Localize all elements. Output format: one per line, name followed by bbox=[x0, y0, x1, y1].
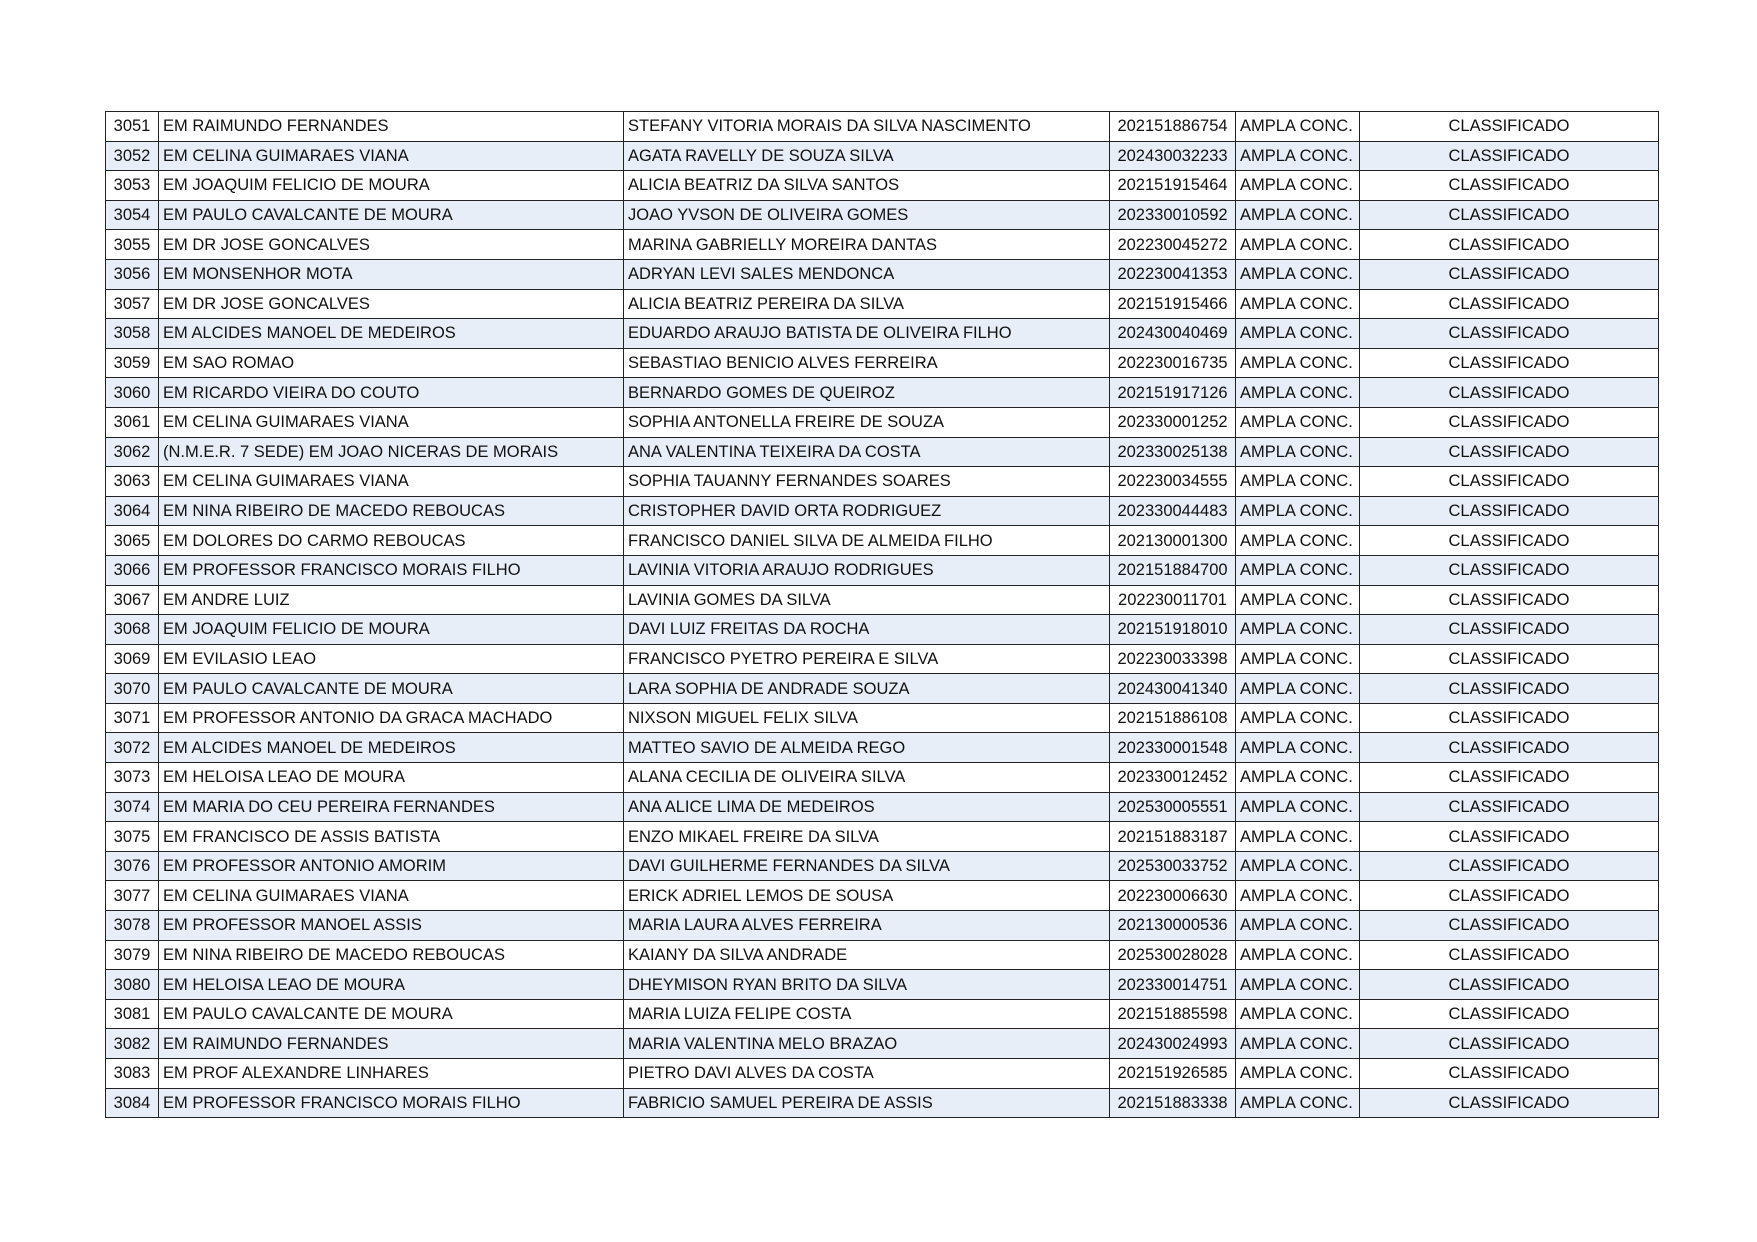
row-number-cell: 3074 bbox=[106, 792, 159, 822]
school-cell: EM CELINA GUIMARAES VIANA bbox=[159, 467, 624, 497]
table-row bbox=[106, 792, 1659, 822]
student-name-cell: MARINA GABRIELLY MOREIRA DANTAS bbox=[624, 230, 1110, 260]
table-row bbox=[106, 733, 1659, 763]
school-cell: EM ALCIDES MANOEL DE MEDEIROS bbox=[159, 319, 624, 349]
registration-id-cell: 202230016735 bbox=[1110, 348, 1236, 378]
registration-id-cell: 202430040469 bbox=[1110, 319, 1236, 349]
status-cell: CLASSIFICADO bbox=[1360, 881, 1659, 911]
student-name-cell: LAVINIA VITORIA ARAUJO RODRIGUES bbox=[624, 555, 1110, 585]
table-row bbox=[106, 674, 1659, 704]
category-cell: AMPLA CONC. bbox=[1236, 1088, 1360, 1118]
status-cell: CLASSIFICADO bbox=[1360, 615, 1659, 645]
registration-id-cell: 202430041340 bbox=[1110, 674, 1236, 704]
category-cell: AMPLA CONC. bbox=[1236, 615, 1360, 645]
student-name-cell: JOAO YVSON DE OLIVEIRA GOMES bbox=[624, 200, 1110, 230]
category-cell: AMPLA CONC. bbox=[1236, 822, 1360, 852]
row-number-cell: 3079 bbox=[106, 940, 159, 970]
status-cell: CLASSIFICADO bbox=[1360, 289, 1659, 319]
status-cell: CLASSIFICADO bbox=[1360, 259, 1659, 289]
status-cell: CLASSIFICADO bbox=[1360, 703, 1659, 733]
registration-id-cell: 202330044483 bbox=[1110, 496, 1236, 526]
row-number-cell: 3073 bbox=[106, 763, 159, 793]
category-cell: AMPLA CONC. bbox=[1236, 763, 1360, 793]
status-cell: CLASSIFICADO bbox=[1360, 822, 1659, 852]
student-name-cell: SEBASTIAO BENICIO ALVES FERREIRA bbox=[624, 348, 1110, 378]
student-name-cell: LARA SOPHIA DE ANDRADE SOUZA bbox=[624, 674, 1110, 704]
status-cell: CLASSIFICADO bbox=[1360, 851, 1659, 881]
school-cell: EM MARIA DO CEU PEREIRA FERNANDES bbox=[159, 792, 624, 822]
registration-id-cell: 202330001252 bbox=[1110, 407, 1236, 437]
table-row bbox=[106, 526, 1659, 556]
registration-id-cell: 202530028028 bbox=[1110, 940, 1236, 970]
row-number-cell: 3051 bbox=[106, 112, 159, 142]
registration-id-cell: 202130001300 bbox=[1110, 526, 1236, 556]
table-row bbox=[106, 319, 1659, 349]
school-cell: EM DR JOSE GONCALVES bbox=[159, 289, 624, 319]
row-number-cell: 3071 bbox=[106, 703, 159, 733]
school-cell: EM EVILASIO LEAO bbox=[159, 644, 624, 674]
school-cell: EM PAULO CAVALCANTE DE MOURA bbox=[159, 200, 624, 230]
status-cell: CLASSIFICADO bbox=[1360, 1059, 1659, 1089]
school-cell: EM PAULO CAVALCANTE DE MOURA bbox=[159, 674, 624, 704]
status-cell: CLASSIFICADO bbox=[1360, 200, 1659, 230]
registration-id-cell: 202151884700 bbox=[1110, 555, 1236, 585]
student-name-cell: ANA ALICE LIMA DE MEDEIROS bbox=[624, 792, 1110, 822]
student-name-cell: ADRYAN LEVI SALES MENDONCA bbox=[624, 259, 1110, 289]
registration-id-cell: 202151918010 bbox=[1110, 615, 1236, 645]
row-number-cell: 3063 bbox=[106, 467, 159, 497]
table-row bbox=[106, 496, 1659, 526]
row-number-cell: 3075 bbox=[106, 822, 159, 852]
status-cell: CLASSIFICADO bbox=[1360, 348, 1659, 378]
status-cell: CLASSIFICADO bbox=[1360, 911, 1659, 941]
category-cell: AMPLA CONC. bbox=[1236, 881, 1360, 911]
category-cell: AMPLA CONC. bbox=[1236, 555, 1360, 585]
registration-id-cell: 202230011701 bbox=[1110, 585, 1236, 615]
school-cell: EM CELINA GUIMARAES VIANA bbox=[159, 407, 624, 437]
school-cell: EM PROFESSOR ANTONIO DA GRACA MACHADO bbox=[159, 703, 624, 733]
category-cell: AMPLA CONC. bbox=[1236, 970, 1360, 1000]
school-cell: EM PROFESSOR FRANCISCO MORAIS FILHO bbox=[159, 555, 624, 585]
student-name-cell: ALANA CECILIA DE OLIVEIRA SILVA bbox=[624, 763, 1110, 793]
school-cell: EM CELINA GUIMARAES VIANA bbox=[159, 881, 624, 911]
row-number-cell: 3082 bbox=[106, 1029, 159, 1059]
table-row bbox=[106, 289, 1659, 319]
status-cell: CLASSIFICADO bbox=[1360, 171, 1659, 201]
school-cell: EM PROFESSOR FRANCISCO MORAIS FILHO bbox=[159, 1088, 624, 1118]
registration-id-cell: 202330014751 bbox=[1110, 970, 1236, 1000]
status-cell: CLASSIFICADO bbox=[1360, 407, 1659, 437]
student-name-cell: ANA VALENTINA TEIXEIRA DA COSTA bbox=[624, 437, 1110, 467]
registration-id-cell: 202151915466 bbox=[1110, 289, 1236, 319]
row-number-cell: 3060 bbox=[106, 378, 159, 408]
category-cell: AMPLA CONC. bbox=[1236, 733, 1360, 763]
registration-id-cell: 202230045272 bbox=[1110, 230, 1236, 260]
row-number-cell: 3072 bbox=[106, 733, 159, 763]
student-name-cell: CRISTOPHER DAVID ORTA RODRIGUEZ bbox=[624, 496, 1110, 526]
table-row bbox=[106, 911, 1659, 941]
school-cell: EM NINA RIBEIRO DE MACEDO REBOUCAS bbox=[159, 496, 624, 526]
status-cell: CLASSIFICADO bbox=[1360, 230, 1659, 260]
registration-id-cell: 202151915464 bbox=[1110, 171, 1236, 201]
status-cell: CLASSIFICADO bbox=[1360, 792, 1659, 822]
status-cell: CLASSIFICADO bbox=[1360, 1088, 1659, 1118]
table-row bbox=[106, 467, 1659, 497]
table-row bbox=[106, 1088, 1659, 1118]
row-number-cell: 3066 bbox=[106, 555, 159, 585]
category-cell: AMPLA CONC. bbox=[1236, 171, 1360, 201]
registration-id-cell: 202151926585 bbox=[1110, 1059, 1236, 1089]
row-number-cell: 3070 bbox=[106, 674, 159, 704]
category-cell: AMPLA CONC. bbox=[1236, 703, 1360, 733]
status-cell: CLASSIFICADO bbox=[1360, 437, 1659, 467]
table-row bbox=[106, 259, 1659, 289]
table-row bbox=[106, 1059, 1659, 1089]
registration-id-cell: 202330001548 bbox=[1110, 733, 1236, 763]
school-cell: EM CELINA GUIMARAES VIANA bbox=[159, 141, 624, 171]
student-name-cell: DAVI LUIZ FREITAS DA ROCHA bbox=[624, 615, 1110, 645]
student-name-cell: BERNARDO GOMES DE QUEIROZ bbox=[624, 378, 1110, 408]
category-cell: AMPLA CONC. bbox=[1236, 200, 1360, 230]
status-cell: CLASSIFICADO bbox=[1360, 733, 1659, 763]
table-row bbox=[106, 585, 1659, 615]
student-name-cell: FABRICIO SAMUEL PEREIRA DE ASSIS bbox=[624, 1088, 1110, 1118]
registration-id-cell: 202230006630 bbox=[1110, 881, 1236, 911]
student-name-cell: ERICK ADRIEL LEMOS DE SOUSA bbox=[624, 881, 1110, 911]
school-cell: EM ANDRE LUIZ bbox=[159, 585, 624, 615]
school-cell: EM PROFESSOR MANOEL ASSIS bbox=[159, 911, 624, 941]
table-row bbox=[106, 200, 1659, 230]
school-cell: EM PROF ALEXANDRE LINHARES bbox=[159, 1059, 624, 1089]
row-number-cell: 3057 bbox=[106, 289, 159, 319]
table-row bbox=[106, 437, 1659, 467]
row-number-cell: 3078 bbox=[106, 911, 159, 941]
table-row bbox=[106, 348, 1659, 378]
row-number-cell: 3080 bbox=[106, 970, 159, 1000]
school-cell: EM DOLORES DO CARMO REBOUCAS bbox=[159, 526, 624, 556]
table-row bbox=[106, 407, 1659, 437]
row-number-cell: 3056 bbox=[106, 259, 159, 289]
student-name-cell: ALICIA BEATRIZ DA SILVA SANTOS bbox=[624, 171, 1110, 201]
registration-id-cell: 202151886108 bbox=[1110, 703, 1236, 733]
table-row bbox=[106, 822, 1659, 852]
registration-id-cell: 202151917126 bbox=[1110, 378, 1236, 408]
student-name-cell: EDUARDO ARAUJO BATISTA DE OLIVEIRA FILHO bbox=[624, 319, 1110, 349]
registration-id-cell: 202151885598 bbox=[1110, 999, 1236, 1029]
student-name-cell: FRANCISCO DANIEL SILVA DE ALMEIDA FILHO bbox=[624, 526, 1110, 556]
school-cell: EM DR JOSE GONCALVES bbox=[159, 230, 624, 260]
table-row bbox=[106, 230, 1659, 260]
status-cell: CLASSIFICADO bbox=[1360, 112, 1659, 142]
school-cell: EM PROFESSOR ANTONIO AMORIM bbox=[159, 851, 624, 881]
row-number-cell: 3069 bbox=[106, 644, 159, 674]
student-name-cell: ALICIA BEATRIZ PEREIRA DA SILVA bbox=[624, 289, 1110, 319]
registration-id-cell: 202151883187 bbox=[1110, 822, 1236, 852]
row-number-cell: 3076 bbox=[106, 851, 159, 881]
table-row bbox=[106, 999, 1659, 1029]
row-number-cell: 3068 bbox=[106, 615, 159, 645]
registration-id-cell: 202430032233 bbox=[1110, 141, 1236, 171]
category-cell: AMPLA CONC. bbox=[1236, 348, 1360, 378]
status-cell: CLASSIFICADO bbox=[1360, 378, 1659, 408]
student-name-cell: AGATA RAVELLY DE SOUZA SILVA bbox=[624, 141, 1110, 171]
status-cell: CLASSIFICADO bbox=[1360, 585, 1659, 615]
category-cell: AMPLA CONC. bbox=[1236, 230, 1360, 260]
row-number-cell: 3062 bbox=[106, 437, 159, 467]
category-cell: AMPLA CONC. bbox=[1236, 1059, 1360, 1089]
category-cell: AMPLA CONC. bbox=[1236, 526, 1360, 556]
category-cell: AMPLA CONC. bbox=[1236, 407, 1360, 437]
registration-id-cell: 202530005551 bbox=[1110, 792, 1236, 822]
school-cell: EM MONSENHOR MOTA bbox=[159, 259, 624, 289]
table-row bbox=[106, 970, 1659, 1000]
student-name-cell: MARIA LAURA ALVES FERREIRA bbox=[624, 911, 1110, 941]
row-number-cell: 3055 bbox=[106, 230, 159, 260]
table-row bbox=[106, 940, 1659, 970]
status-cell: CLASSIFICADO bbox=[1360, 674, 1659, 704]
row-number-cell: 3059 bbox=[106, 348, 159, 378]
category-cell: AMPLA CONC. bbox=[1236, 1029, 1360, 1059]
status-cell: CLASSIFICADO bbox=[1360, 526, 1659, 556]
table-row bbox=[106, 1029, 1659, 1059]
registration-id-cell: 202151886754 bbox=[1110, 112, 1236, 142]
student-name-cell: MARIA LUIZA FELIPE COSTA bbox=[624, 999, 1110, 1029]
row-number-cell: 3061 bbox=[106, 407, 159, 437]
table-row bbox=[106, 112, 1659, 142]
row-number-cell: 3084 bbox=[106, 1088, 159, 1118]
row-number-cell: 3064 bbox=[106, 496, 159, 526]
category-cell: AMPLA CONC. bbox=[1236, 141, 1360, 171]
status-cell: CLASSIFICADO bbox=[1360, 999, 1659, 1029]
school-cell: (N.M.E.R. 7 SEDE) EM JOAO NICERAS DE MORAIS bbox=[159, 437, 624, 467]
category-cell: AMPLA CONC. bbox=[1236, 792, 1360, 822]
school-cell: EM SAO ROMAO bbox=[159, 348, 624, 378]
school-cell: EM ALCIDES MANOEL DE MEDEIROS bbox=[159, 733, 624, 763]
results-table-body bbox=[106, 112, 1659, 1118]
status-cell: CLASSIFICADO bbox=[1360, 763, 1659, 793]
table-row bbox=[106, 703, 1659, 733]
status-cell: CLASSIFICADO bbox=[1360, 467, 1659, 497]
category-cell: AMPLA CONC. bbox=[1236, 911, 1360, 941]
status-cell: CLASSIFICADO bbox=[1360, 970, 1659, 1000]
results-table bbox=[105, 111, 1659, 1118]
row-number-cell: 3083 bbox=[106, 1059, 159, 1089]
table-row bbox=[106, 851, 1659, 881]
table-row bbox=[106, 763, 1659, 793]
category-cell: AMPLA CONC. bbox=[1236, 467, 1360, 497]
category-cell: AMPLA CONC. bbox=[1236, 112, 1360, 142]
table-row bbox=[106, 171, 1659, 201]
category-cell: AMPLA CONC. bbox=[1236, 644, 1360, 674]
registration-id-cell: 202330012452 bbox=[1110, 763, 1236, 793]
table-row bbox=[106, 378, 1659, 408]
category-cell: AMPLA CONC. bbox=[1236, 437, 1360, 467]
student-name-cell: DAVI GUILHERME FERNANDES DA SILVA bbox=[624, 851, 1110, 881]
category-cell: AMPLA CONC. bbox=[1236, 674, 1360, 704]
registration-id-cell: 202530033752 bbox=[1110, 851, 1236, 881]
table-row bbox=[106, 555, 1659, 585]
school-cell: EM NINA RIBEIRO DE MACEDO REBOUCAS bbox=[159, 940, 624, 970]
row-number-cell: 3058 bbox=[106, 319, 159, 349]
school-cell: EM JOAQUIM FELICIO DE MOURA bbox=[159, 171, 624, 201]
row-number-cell: 3081 bbox=[106, 999, 159, 1029]
registration-id-cell: 202330010592 bbox=[1110, 200, 1236, 230]
category-cell: AMPLA CONC. bbox=[1236, 378, 1360, 408]
student-name-cell: NIXSON MIGUEL FELIX SILVA bbox=[624, 703, 1110, 733]
student-name-cell: DHEYMISON RYAN BRITO DA SILVA bbox=[624, 970, 1110, 1000]
student-name-cell: MARIA VALENTINA MELO BRAZAO bbox=[624, 1029, 1110, 1059]
school-cell: EM RICARDO VIEIRA DO COUTO bbox=[159, 378, 624, 408]
student-name-cell: SOPHIA ANTONELLA FREIRE DE SOUZA bbox=[624, 407, 1110, 437]
student-name-cell: LAVINIA GOMES DA SILVA bbox=[624, 585, 1110, 615]
category-cell: AMPLA CONC. bbox=[1236, 289, 1360, 319]
student-name-cell: MATTEO SAVIO DE ALMEIDA REGO bbox=[624, 733, 1110, 763]
student-name-cell: PIETRO DAVI ALVES DA COSTA bbox=[624, 1059, 1110, 1089]
table-row bbox=[106, 141, 1659, 171]
table-row bbox=[106, 881, 1659, 911]
category-cell: AMPLA CONC. bbox=[1236, 259, 1360, 289]
student-name-cell: KAIANY DA SILVA ANDRADE bbox=[624, 940, 1110, 970]
status-cell: CLASSIFICADO bbox=[1360, 555, 1659, 585]
status-cell: CLASSIFICADO bbox=[1360, 141, 1659, 171]
registration-id-cell: 202430024993 bbox=[1110, 1029, 1236, 1059]
status-cell: CLASSIFICADO bbox=[1360, 940, 1659, 970]
table-row bbox=[106, 615, 1659, 645]
school-cell: EM RAIMUNDO FERNANDES bbox=[159, 112, 624, 142]
row-number-cell: 3067 bbox=[106, 585, 159, 615]
category-cell: AMPLA CONC. bbox=[1236, 999, 1360, 1029]
category-cell: AMPLA CONC. bbox=[1236, 585, 1360, 615]
school-cell: EM JOAQUIM FELICIO DE MOURA bbox=[159, 615, 624, 645]
category-cell: AMPLA CONC. bbox=[1236, 851, 1360, 881]
category-cell: AMPLA CONC. bbox=[1236, 496, 1360, 526]
row-number-cell: 3065 bbox=[106, 526, 159, 556]
status-cell: CLASSIFICADO bbox=[1360, 496, 1659, 526]
school-cell: EM PAULO CAVALCANTE DE MOURA bbox=[159, 999, 624, 1029]
registration-id-cell: 202330025138 bbox=[1110, 437, 1236, 467]
category-cell: AMPLA CONC. bbox=[1236, 940, 1360, 970]
student-name-cell: ENZO MIKAEL FREIRE DA SILVA bbox=[624, 822, 1110, 852]
table-row bbox=[106, 644, 1659, 674]
status-cell: CLASSIFICADO bbox=[1360, 319, 1659, 349]
status-cell: CLASSIFICADO bbox=[1360, 644, 1659, 674]
registration-id-cell: 202130000536 bbox=[1110, 911, 1236, 941]
registration-id-cell: 202230033398 bbox=[1110, 644, 1236, 674]
student-name-cell: FRANCISCO PYETRO PEREIRA E SILVA bbox=[624, 644, 1110, 674]
registration-id-cell: 202230034555 bbox=[1110, 467, 1236, 497]
category-cell: AMPLA CONC. bbox=[1236, 319, 1360, 349]
status-cell: CLASSIFICADO bbox=[1360, 1029, 1659, 1059]
school-cell: EM RAIMUNDO FERNANDES bbox=[159, 1029, 624, 1059]
school-cell: EM HELOISA LEAO DE MOURA bbox=[159, 970, 624, 1000]
row-number-cell: 3054 bbox=[106, 200, 159, 230]
registration-id-cell: 202151883338 bbox=[1110, 1088, 1236, 1118]
student-name-cell: STEFANY VITORIA MORAIS DA SILVA NASCIMENTO bbox=[624, 112, 1110, 142]
row-number-cell: 3077 bbox=[106, 881, 159, 911]
row-number-cell: 3053 bbox=[106, 171, 159, 201]
student-name-cell: SOPHIA TAUANNY FERNANDES SOARES bbox=[624, 467, 1110, 497]
row-number-cell: 3052 bbox=[106, 141, 159, 171]
registration-id-cell: 202230041353 bbox=[1110, 259, 1236, 289]
school-cell: EM FRANCISCO DE ASSIS BATISTA bbox=[159, 822, 624, 852]
school-cell: EM HELOISA LEAO DE MOURA bbox=[159, 763, 624, 793]
